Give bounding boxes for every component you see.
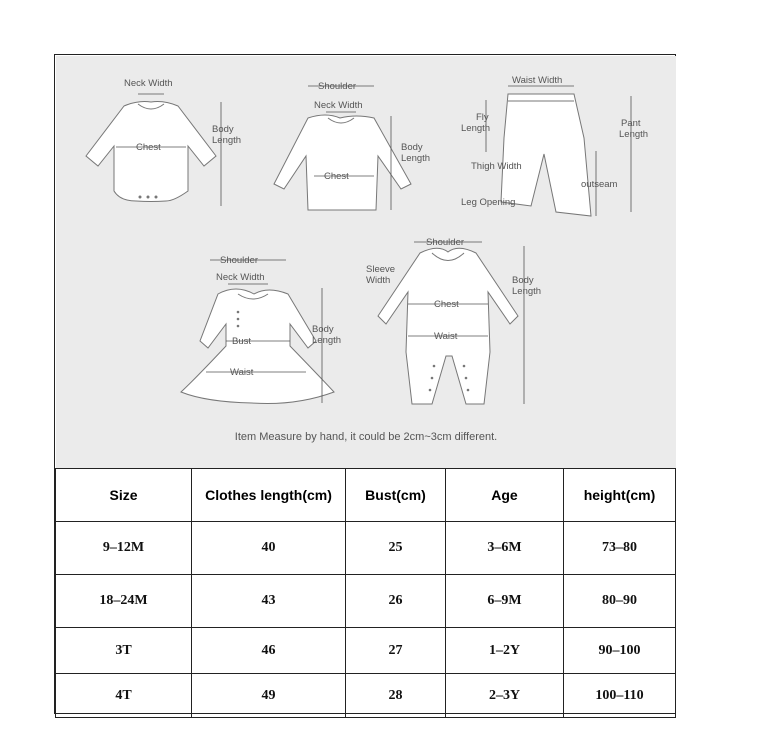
measurement-note: Item Measure by hand, it could be 2cm~3cm different. [234,431,498,443]
sleeve-label: Sleeve [366,264,396,275]
fly-length-label: Length [461,123,491,134]
size-chart-frame [54,54,676,714]
header-age: Age [446,469,564,522]
cell-bust: 28 [346,674,446,718]
sleeve-width-label: Width [366,275,391,286]
shoulder-label-3: Shoulder [426,237,465,248]
size-table [55,468,676,718]
tshirt-illustration [274,81,430,210]
header-height: height(cm) [564,469,676,522]
chest-label-2: Chest [324,171,349,182]
shoulder-label-2: Shoulder [220,255,259,266]
waist-label-2: Waist [434,331,458,342]
cell-size: 3T [56,628,192,674]
cell-age: 1–2Y [446,628,564,674]
romper-illustration [366,237,541,404]
neck-width-label-2: Neck Width [314,100,363,111]
body-label-2: Body [401,142,423,153]
cell-clothes-length: 43 [192,575,346,628]
chest-label-3: Chest [434,299,459,310]
neck-width-label: Neck Width [124,78,173,89]
cell-clothes-length: 40 [192,522,346,575]
header-clothes-length: Clothes length(cm) [192,469,346,522]
measurement-diagram [56,56,676,468]
length-label-3: Length [312,335,342,346]
table-header-row [56,469,676,522]
body-label: Body [212,124,234,135]
cell-clothes-length: 46 [192,628,346,674]
chest-label: Chest [136,142,161,153]
cell-height: 80–90 [564,575,676,628]
leg-opening-label: Leg Opening [461,197,516,208]
cell-bust: 25 [346,522,446,575]
cell-size: 9–12M [56,522,192,575]
cell-bust: 26 [346,575,446,628]
header-size: Size [56,469,192,522]
body-label-3: Body [312,324,334,335]
length-label-4: Length [512,286,542,297]
header-bust: Bust(cm) [346,469,446,522]
dress-illustration [181,255,341,404]
outseam-label: outseam [581,179,618,190]
pant-label: Pant [621,118,641,129]
bust-label: Bust [232,336,252,347]
length-label-2: Length [401,153,431,164]
cell-height: 73–80 [564,522,676,575]
cell-age: 3–6M [446,522,564,575]
pants-illustration [461,75,648,216]
thigh-width-label: Thigh Width [471,161,522,172]
pant-length-label: Length [619,129,649,140]
bodysuit-illustration [86,78,241,206]
length-label: Length [212,135,242,146]
cell-age: 2–3Y [446,674,564,718]
cell-size: 4T [56,674,192,718]
shoulder-label: Shoulder [318,81,357,92]
cell-height: 90–100 [564,628,676,674]
cell-age: 6–9M [446,575,564,628]
cell-bust: 27 [346,628,446,674]
body-label-4: Body [512,275,534,286]
cell-size: 18–24M [56,575,192,628]
waist-label: Waist [230,367,254,378]
table-row [56,575,676,628]
waist-width-label: Waist Width [512,75,563,86]
table-row [56,522,676,575]
garment-illustrations [56,56,676,468]
cell-clothes-length: 49 [192,674,346,718]
cell-height: 100–110 [564,674,676,718]
table-row [56,674,676,718]
table-row [56,628,676,674]
fly-label: Fly [476,112,489,123]
neck-width-label-3: Neck Width [216,272,265,283]
